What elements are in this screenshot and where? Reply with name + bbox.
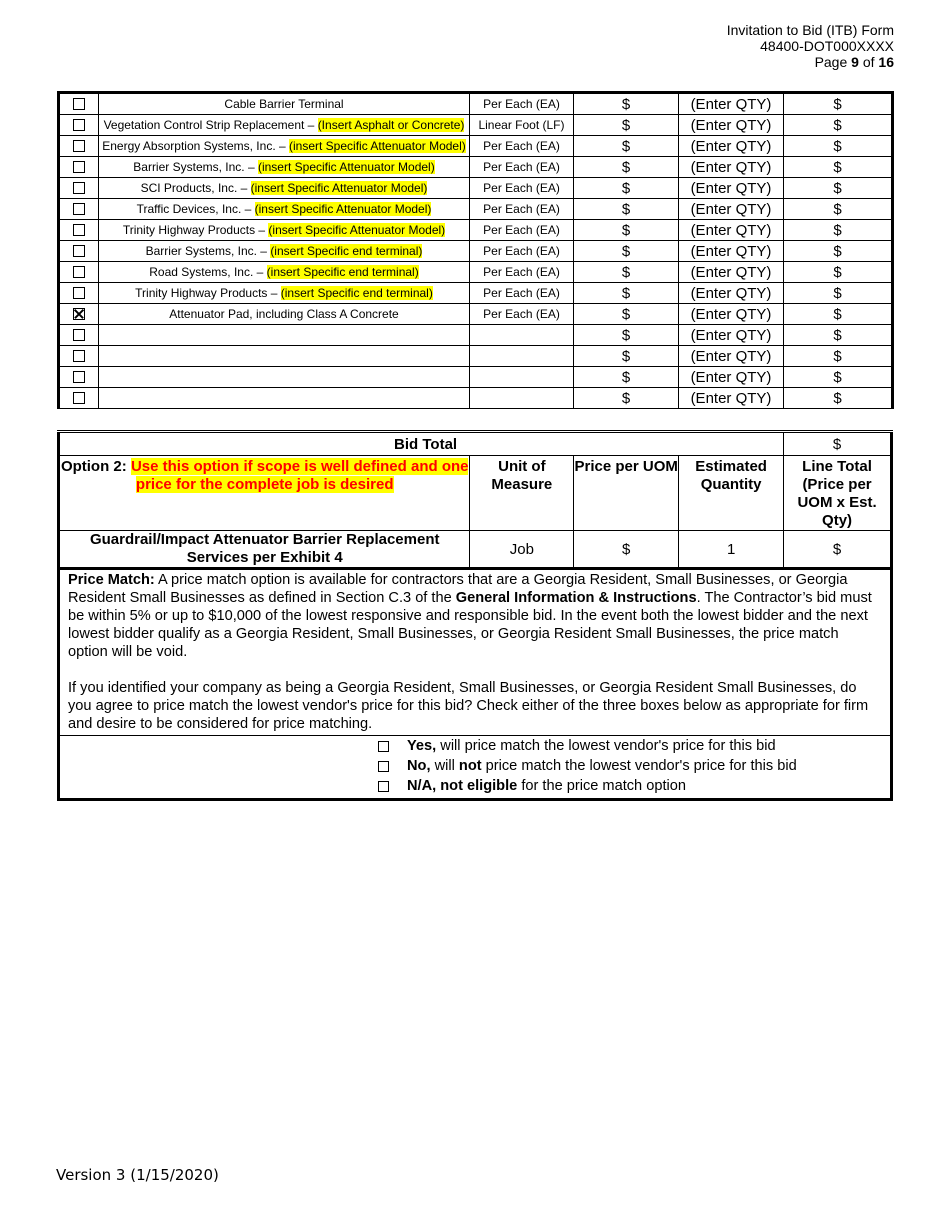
row-checkbox-cell[interactable]	[59, 178, 99, 199]
job-total-field[interactable]: $	[784, 531, 892, 569]
checkbox-icon[interactable]	[73, 392, 85, 404]
line-total-field[interactable]: $	[784, 178, 893, 199]
line-total-field[interactable]: $	[784, 388, 893, 409]
qty-field[interactable]: (Enter QTY)	[679, 283, 784, 304]
item-uom: Per Each (EA)	[470, 241, 574, 262]
item-description	[99, 346, 470, 367]
price-field[interactable]: $	[574, 136, 679, 157]
item-description: Trinity Highway Products – (insert Specific end terminal)	[99, 283, 470, 304]
highlight-placeholder: (insert Specific Attenuator Model)	[250, 180, 428, 195]
qty-field[interactable]: (Enter QTY)	[679, 262, 784, 283]
table-row	[59, 346, 893, 367]
item-uom: Per Each (EA)	[470, 157, 574, 178]
table-row	[59, 136, 893, 157]
checkbox-icon[interactable]	[73, 182, 85, 194]
qty-field[interactable]: (Enter QTY)	[679, 304, 784, 325]
item-uom: Per Each (EA)	[470, 283, 574, 304]
table-row	[59, 178, 893, 199]
item-uom: Per Each (EA)	[470, 136, 574, 157]
row-checkbox-cell[interactable]	[59, 241, 99, 262]
item-description	[99, 325, 470, 346]
price-field[interactable]: $	[574, 346, 679, 367]
line-total-field[interactable]: $	[784, 115, 893, 136]
row-checkbox-cell[interactable]	[59, 304, 99, 325]
item-uom: Per Each (EA)	[470, 304, 574, 325]
qty-field[interactable]: (Enter QTY)	[679, 346, 784, 367]
highlight-placeholder: (insert Specific Attenuator Model)	[268, 222, 446, 237]
checkbox-icon[interactable]	[378, 741, 389, 752]
price-field[interactable]: $	[574, 220, 679, 241]
line-total-field[interactable]: $	[784, 304, 893, 325]
price-match-paragraph-1: Price Match: A price match option is available for contractors that are a Georgia Resident, Small Businesses, or Georgia Resident Small Businesses as defined in Section C.3 of the General Information & Instructions. The Contractor’s bid must be within 5% or up to $10,000 of the lowest responsive and responsible bid. In the event both the lowest bidder and the next lowest bidder qualify as a Georgia Resident, Small Businesses, or Georgia Resident Small Businesses, the price match option will be void.	[68, 572, 872, 660]
line-total-field[interactable]: $	[784, 93, 893, 115]
table-row	[59, 241, 893, 262]
checkbox-icon[interactable]	[73, 119, 85, 131]
qty-field[interactable]: (Enter QTY)	[679, 136, 784, 157]
qty-field[interactable]: (Enter QTY)	[679, 115, 784, 136]
line-total-field[interactable]: $	[784, 283, 893, 304]
qty-field[interactable]: (Enter QTY)	[679, 199, 784, 220]
row-checkbox-cell[interactable]	[59, 220, 99, 241]
line-total-field[interactable]: $	[784, 199, 893, 220]
item-uom	[470, 388, 574, 409]
highlight-placeholder: (insert Specific end terminal)	[266, 264, 419, 279]
checkbox-icon[interactable]	[73, 98, 85, 110]
checkbox-icon[interactable]	[73, 140, 85, 152]
option2-table	[57, 430, 893, 570]
item-uom	[470, 346, 574, 367]
table-row	[59, 199, 893, 220]
row-checkbox-cell[interactable]	[59, 283, 99, 304]
row-checkbox-cell[interactable]	[59, 388, 99, 409]
item-description: Trinity Highway Products – (insert Specific Attenuator Model)	[99, 220, 470, 241]
line-total-field[interactable]: $	[784, 136, 893, 157]
price-field[interactable]: $	[574, 241, 679, 262]
item-description	[99, 367, 470, 388]
item-description: Vegetation Control Strip Replacement – (Insert Asphalt or Concrete)	[99, 115, 470, 136]
row-checkbox-cell[interactable]	[59, 199, 99, 220]
checkbox-icon[interactable]	[73, 371, 85, 383]
col-unit-of-measure: Unit of Measure	[470, 456, 574, 531]
price-match-paragraph-2: If you identified your company as being a Georgia Resident, Small Businesses, or Georgia Resident Small Businesses, do you agree to price match the lowest vendor's price for this bid? Check either of the three boxes below as appropriate for firm and desire to be considered for price matching.	[68, 680, 869, 732]
bid-total-value[interactable]: $	[784, 432, 892, 456]
checkbox-icon[interactable]	[73, 266, 85, 278]
price-match-options	[60, 735, 890, 798]
price-match-text	[60, 569, 890, 735]
item-uom	[470, 367, 574, 388]
price-match-no[interactable]: No, will not price match the lowest vendor's price for this bid	[378, 756, 890, 776]
price-match-na[interactable]: N/A, not eligible for the price match option	[378, 776, 890, 796]
item-uom: Per Each (EA)	[470, 262, 574, 283]
table-row	[59, 262, 893, 283]
item-uom: Per Each (EA)	[470, 220, 574, 241]
col-line-total: Line Total (Price per UOM x Est. Qty)	[784, 456, 892, 531]
col-price-per-uom: Price per UOM	[574, 456, 679, 531]
qty-field[interactable]: (Enter QTY)	[679, 325, 784, 346]
line-items-table	[57, 91, 894, 409]
page-indicator: Page 9 of 16	[814, 54, 894, 70]
bid-total-row	[59, 432, 892, 456]
line-total-field[interactable]: $	[784, 220, 893, 241]
item-description: Barrier Systems, Inc. – (insert Specific Attenuator Model)	[99, 157, 470, 178]
job-description: Guardrail/Impact Attenuator Barrier Replacement Services per Exhibit 4	[59, 531, 470, 569]
price-field[interactable]: $	[574, 93, 679, 115]
bid-total-label: Bid Total	[59, 432, 784, 456]
price-field[interactable]: $	[574, 157, 679, 178]
price-field[interactable]: $	[574, 388, 679, 409]
form-number: 48400-DOT000XXXX	[760, 38, 894, 54]
table-row	[59, 304, 893, 325]
item-description	[99, 388, 470, 409]
row-checkbox-cell[interactable]	[59, 93, 99, 115]
table-row	[59, 93, 893, 115]
highlight-placeholder: (insert Specific Attenuator Model)	[257, 159, 435, 174]
checkbox-icon[interactable]	[73, 287, 85, 299]
row-checkbox-cell[interactable]	[59, 157, 99, 178]
price-field[interactable]: $	[574, 283, 679, 304]
checkbox-icon[interactable]	[378, 781, 389, 792]
form-title: Invitation to Bid (ITB) Form	[726, 22, 894, 38]
price-match-section	[57, 569, 893, 801]
price-field[interactable]: $	[574, 262, 679, 283]
item-uom: Per Each (EA)	[470, 199, 574, 220]
checkbox-icon[interactable]	[73, 224, 85, 236]
price-field[interactable]: $	[574, 304, 679, 325]
table-row	[59, 115, 893, 136]
highlight-placeholder: (insert Specific end terminal)	[270, 243, 423, 258]
table-row	[59, 388, 893, 409]
highlight-placeholder: (Insert Asphalt or Concrete)	[317, 117, 465, 132]
option2-header-row	[59, 456, 892, 531]
checkbox-icon[interactable]	[73, 161, 85, 173]
item-uom: Per Each (EA)	[470, 178, 574, 199]
price-field[interactable]: $	[574, 367, 679, 388]
job-price-field[interactable]: $	[574, 531, 679, 569]
row-checkbox-cell[interactable]	[59, 115, 99, 136]
price-field[interactable]: $	[574, 199, 679, 220]
line-total-field[interactable]: $	[784, 346, 893, 367]
item-description: Barrier Systems, Inc. – (insert Specific end terminal)	[99, 241, 470, 262]
table-row	[59, 283, 893, 304]
col-estimated-quantity: Estimated Quantity	[679, 456, 784, 531]
item-description: Traffic Devices, Inc. – (insert Specific Attenuator Model)	[99, 199, 470, 220]
line-total-field[interactable]: $	[784, 241, 893, 262]
item-uom	[470, 325, 574, 346]
option2-highlight: Use this option if scope is well defined and one price for the complete job is desired	[130, 458, 469, 493]
row-checkbox-cell[interactable]	[59, 346, 99, 367]
table-row	[59, 157, 893, 178]
item-description: Cable Barrier Terminal	[99, 93, 470, 115]
qty-field[interactable]: (Enter QTY)	[679, 178, 784, 199]
qty-field[interactable]: (Enter QTY)	[679, 241, 784, 262]
checkbox-icon[interactable]	[73, 329, 85, 341]
checked-box-icon[interactable]	[73, 308, 85, 320]
table-row	[59, 325, 893, 346]
row-checkbox-cell[interactable]	[59, 262, 99, 283]
job-uom: Job	[470, 531, 574, 569]
qty-field[interactable]: (Enter QTY)	[679, 220, 784, 241]
checkbox-icon[interactable]	[73, 350, 85, 362]
table-row	[59, 367, 893, 388]
price-field[interactable]: $	[574, 115, 679, 136]
price-field[interactable]: $	[574, 325, 679, 346]
highlight-placeholder: (insert Specific Attenuator Model)	[254, 201, 432, 216]
form-header	[727, 22, 894, 70]
item-description: Attenuator Pad, including Class A Concrete	[99, 304, 470, 325]
option2-label: Option 2: Use this option if scope is well defined and one price for the complete job is desired	[59, 456, 470, 531]
item-uom: Per Each (EA)	[470, 93, 574, 115]
qty-field[interactable]: (Enter QTY)	[679, 93, 784, 115]
table-row	[59, 220, 893, 241]
job-qty: 1	[679, 531, 784, 569]
item-description: Energy Absorption Systems, Inc. – (insert Specific Attenuator Model)	[99, 136, 470, 157]
price-match-yes[interactable]: Yes, will price match the lowest vendor's price for this bid	[378, 736, 890, 756]
checkbox-icon[interactable]	[73, 203, 85, 215]
version-footer: Version 3 (1/15/2020)	[56, 1166, 219, 1184]
qty-field[interactable]: (Enter QTY)	[679, 157, 784, 178]
item-uom: Linear Foot (LF)	[470, 115, 574, 136]
row-checkbox-cell[interactable]	[59, 367, 99, 388]
qty-field[interactable]: (Enter QTY)	[679, 388, 784, 409]
line-total-field[interactable]: $	[784, 367, 893, 388]
checkbox-icon[interactable]	[378, 761, 389, 772]
item-description: SCI Products, Inc. – (insert Specific Attenuator Model)	[99, 178, 470, 199]
qty-field[interactable]: (Enter QTY)	[679, 367, 784, 388]
highlight-placeholder: (insert Specific Attenuator Model)	[289, 138, 466, 153]
price-field[interactable]: $	[574, 178, 679, 199]
checkbox-icon[interactable]	[73, 245, 85, 257]
row-checkbox-cell[interactable]	[59, 136, 99, 157]
highlight-placeholder: (insert Specific end terminal)	[280, 285, 433, 300]
line-total-field[interactable]: $	[784, 157, 893, 178]
option2-job-row	[59, 531, 892, 569]
line-total-field[interactable]: $	[784, 262, 893, 283]
row-checkbox-cell[interactable]	[59, 325, 99, 346]
item-description: Road Systems, Inc. – (insert Specific end terminal)	[99, 262, 470, 283]
line-total-field[interactable]: $	[784, 325, 893, 346]
